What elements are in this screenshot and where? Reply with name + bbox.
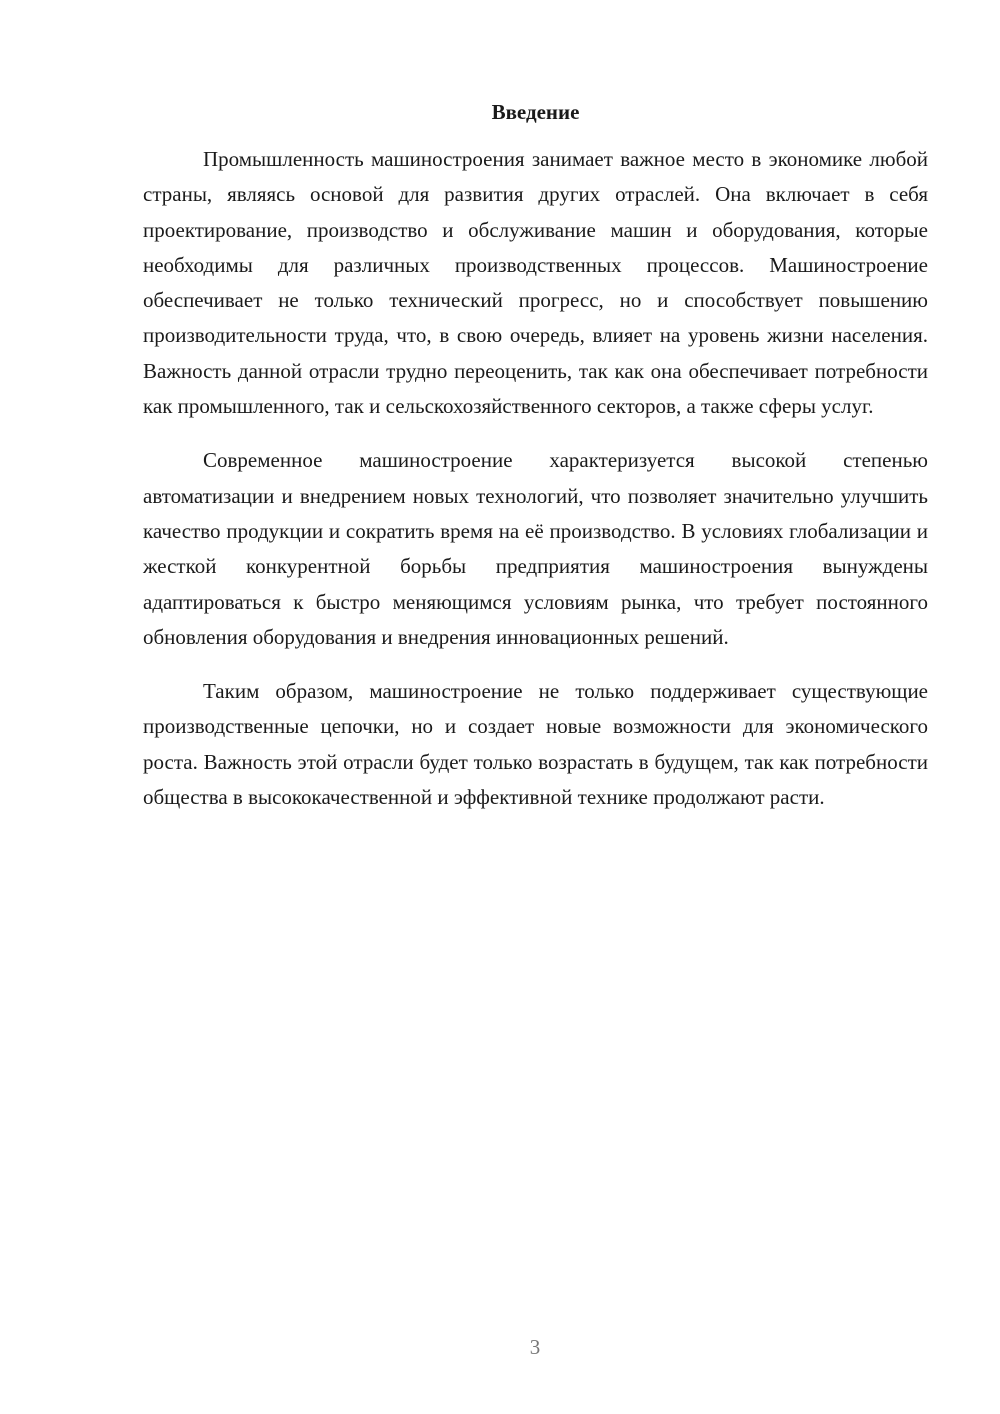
paragraph-1: Промышленность машиностроения занимает важное место в экономике любой страны, являясь основой для развития других отраслей. Она включает в себя проектирование, производство и обслуживание машин и оборудования, которые необходимы для различных производственных процессов. Машиностроение обеспечивает не только технический прогресс, но и способствует повышению производительности труда, что, в свою очередь, влияет на уровень жизни населения. Важность данной отрасли трудно переоценить, так как она обеспечивает потребности как промышленного, так и сельскохозяйственного секторов, а также сферы услуг. <box>143 147 928 419</box>
paragraph-3: Таким образом, машиностроение не только поддерживает существующие производственные цепочки, но и создает новые возможности для экономического роста. Важность этой отрасли будет только возрастать в будущем, так как потребности общества в высококачественной и эффективной технике продолжают расти. <box>143 679 928 810</box>
paragraph-2: Современное машиностроение характеризуется высокой степенью автоматизации и внедрением новых технологий, что позволяет значительно улучшить качество продукции и сократить время на её производство. В условиях глобализации и жесткой конкурентной борьбы предприятия машиностроения вынуждены адаптироваться к быстро меняющимся условиям рынка, что требует постоянного обновления оборудования и внедрения инновационных решений. <box>143 448 928 649</box>
body-text <box>143 142 928 834</box>
page-number: 3 <box>529 1335 541 1359</box>
section-heading: Введение <box>491 100 580 124</box>
